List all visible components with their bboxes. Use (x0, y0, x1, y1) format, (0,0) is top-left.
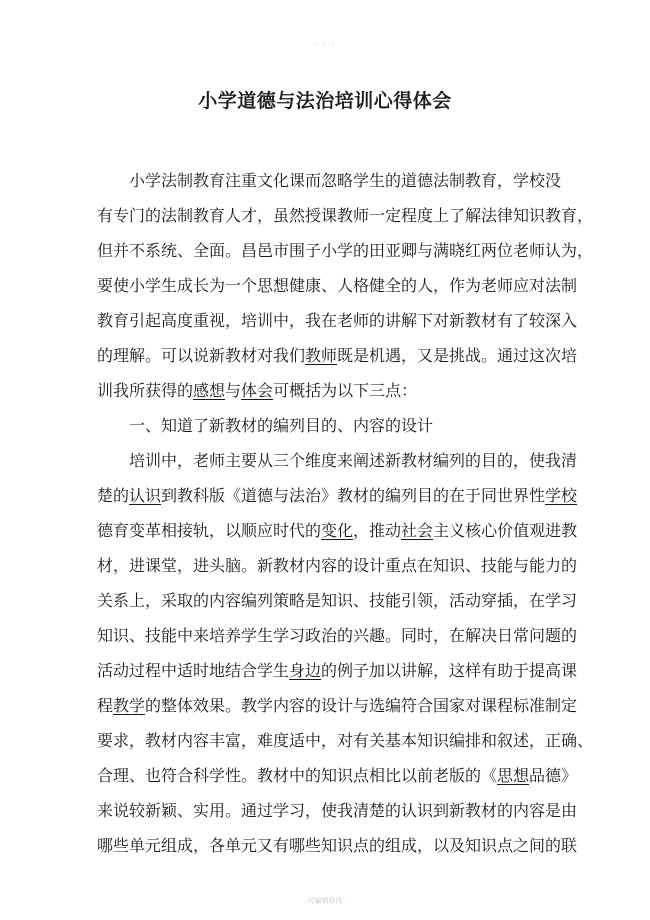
text-segment: 到教科版《道德与法治》教材的编列目的在于同世界性 (161, 486, 546, 505)
text-segment: 一、知道了新教材的编列目的、内容的设计 (129, 416, 434, 435)
text-segment: 的理解。可以说新教材对我们 (97, 346, 306, 365)
text-segment: 程 (97, 696, 114, 715)
text-line (97, 728, 594, 763)
text-segment: 培训中，老师主要从三个维度来阐述新教材编列的目的，使我清 (129, 451, 578, 470)
text-segment: 品德》 (529, 766, 578, 785)
text-segment: 既是机遇，又是挑战。通过这次培 (337, 346, 578, 365)
underlined-term: 思想 (497, 766, 530, 785)
text-segment: 与 (225, 381, 242, 400)
underlined-term: 感想 (193, 381, 226, 400)
text-line (97, 378, 552, 413)
text-line (97, 763, 578, 798)
text-line (97, 833, 578, 868)
text-line (97, 518, 578, 553)
text-segment: 德育变革相接轨，以顺应时代的 (97, 521, 322, 540)
text-line (97, 273, 578, 308)
text-segment: 训我所获得的 (97, 381, 194, 400)
text-line (97, 483, 578, 518)
document-body (97, 168, 594, 868)
text-segment: 合理、也符合科学性。教材中的知识点相比以前老版的《 (97, 766, 498, 785)
text-segment: 但并不系统、全面。昌邑市围子小学的田亚卿与满晓红两位老师认为， (97, 241, 594, 260)
underlined-term: 体会 (241, 381, 274, 400)
text-line (97, 623, 578, 658)
document-title: 小学道德与法治培训心得体会 (198, 90, 452, 112)
text-line (97, 658, 578, 693)
text-line (97, 168, 562, 203)
text-segment: ，推动 (353, 521, 402, 540)
underlined-term: 学校 (545, 486, 578, 505)
text-segment: 要求，教材内容丰富，难度适中，对有关基本知识编排和叙述，正确、 (97, 731, 594, 750)
text-segment: 要使小学生成长为一个思想健康、人格健全的人，作为老师应对法制 (97, 276, 578, 295)
text-segment: 可概括为以下三点： (273, 381, 418, 400)
page-footer: ..可编辑修改.. (303, 898, 347, 905)
text-segment: 的例子加以讲解，这样有助于提高课 (321, 661, 578, 680)
text-segment: 来说较新颖、实用。通过学习，使我清楚的认识到新教材的内容是由 (97, 801, 578, 820)
text-line (97, 448, 578, 483)
header-mark: · · · (313, 40, 337, 49)
text-segment: 知识、技能中来培养学生学习政治的兴趣。同时，在解决日常问题的 (97, 626, 578, 645)
text-segment: 小学法制教育注重文化课而忽略学生的道德法制教育，学校没 (129, 171, 562, 190)
text-segment: 教育引起高度重视，培训中，我在老师的讲解下对新教材有了较深入 (97, 311, 578, 330)
text-line (97, 203, 594, 238)
text-segment: 主义核心价值观进教 (433, 521, 578, 540)
text-line (97, 798, 578, 833)
text-segment: 有专门的法制教育人才，虽然授课教师一定程度上了解法律知识教育， (97, 206, 594, 225)
text-line (97, 308, 578, 343)
text-segment: 关系上，采取的内容编列策略是知识、技能引领，活动穿插，在学习 (97, 591, 578, 610)
text-segment: 材，进课堂，进头脑。新教材内容的设计重点在知识、技能与能力的 (97, 556, 578, 575)
text-line (97, 693, 578, 728)
text-line (97, 553, 578, 588)
text-line (97, 588, 578, 623)
text-segment: 哪些单元组成，各单元又有哪些知识点的组成，以及知识点之间的联 (97, 836, 578, 855)
text-segment: 的整体效果。教学内容的设计与选编符合国家对课程标准制定 (145, 696, 578, 715)
underlined-term: 认识 (129, 486, 162, 505)
underlined-term: 身边 (289, 661, 322, 680)
text-line (97, 343, 578, 378)
text-line (97, 238, 594, 273)
underlined-term: 社会 (401, 521, 434, 540)
text-segment: 活动过程中适时地结合学生 (97, 661, 290, 680)
underlined-term: 教学 (113, 696, 146, 715)
section-heading (97, 413, 552, 448)
text-segment: 楚的 (97, 486, 130, 505)
underlined-term: 变化 (321, 521, 354, 540)
underlined-term: 教师 (305, 346, 338, 365)
